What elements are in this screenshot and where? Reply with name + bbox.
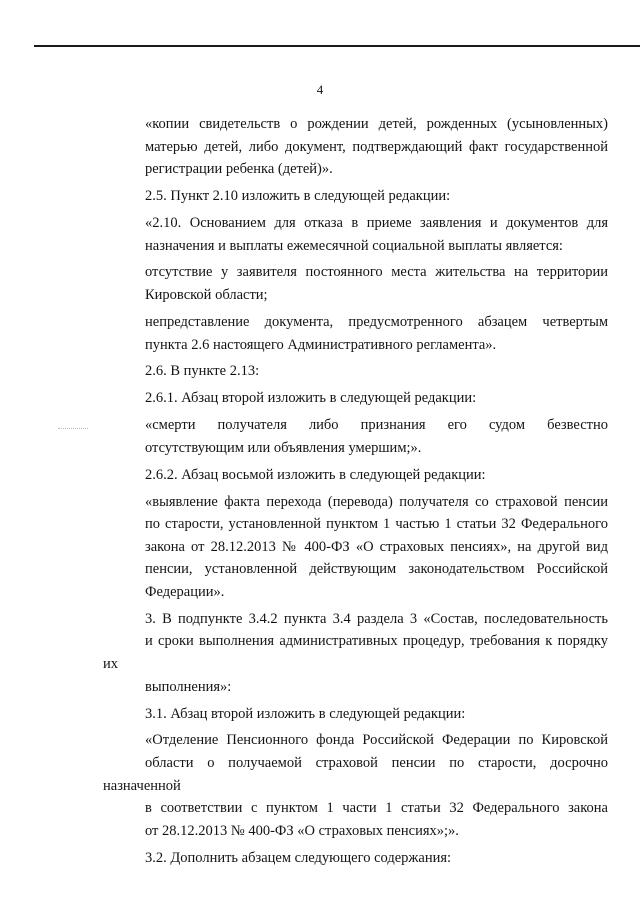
- page-number: 4: [316, 82, 324, 97]
- text-line: закона от 28.12.2013 № 400-ФЗ «О страховых пенсиях», на другой вид: [145, 538, 608, 555]
- para-nonsubmission: [103, 311, 608, 356]
- text-line: Федерации».: [145, 583, 225, 600]
- text-line: по старости, установленной пунктом 1 частью 1 статьи 32 Федерального: [145, 516, 608, 533]
- para-absence: [103, 261, 608, 306]
- text-line: 2.6.1. Абзац второй изложить в следующей редакции:: [145, 390, 477, 407]
- text-line: отсутствие у заявителя постоянного места жительства на территории: [145, 264, 608, 281]
- text-line: 3.1. Абзац второй изложить в следующей редакции:: [145, 705, 466, 722]
- document-body: [103, 113, 608, 874]
- text-line: Кировской области;: [145, 287, 268, 304]
- text-line: от 28.12.2013 № 400-ФЗ «О страховых пенсиях»;».: [145, 822, 459, 839]
- para-death-quote: [103, 414, 608, 459]
- text-line: «копии свидетельств о рождении детей, рожденных (усыновленных): [145, 116, 608, 132]
- para-transfer-quote: [103, 491, 608, 604]
- text-line: «смерти получателя либо признания его судом безвестно: [145, 417, 608, 434]
- para-2-6-2: [103, 464, 608, 487]
- text-line: в соответствии с пунктом 1 части 1 статьи 32 Федерального закона: [145, 800, 608, 817]
- para-pension-fund-quote: [103, 729, 608, 842]
- para-1: [103, 113, 608, 181]
- text-line: пункта 2.6 настоящего Административного регламента».: [145, 336, 497, 353]
- text-line: 2.6. В пункте 2.13:: [145, 363, 260, 380]
- text-line: «Отделение Пенсионного фонда Российской Федерации по Кировской: [145, 732, 608, 749]
- text-line: «2.10. Основанием для отказа в приеме заявления и документов для: [145, 214, 608, 231]
- text-line: области о получаемой страховой пенсии по старости, досрочно назначенной: [103, 755, 608, 794]
- text-line: непредставление документа, предусмотренного абзацем четвертым: [145, 313, 608, 330]
- para-2-6: [103, 360, 608, 383]
- text-line: выполнения»:: [145, 678, 232, 695]
- margin-scan-mark: [58, 428, 88, 430]
- text-line: отсутствующим или объявления умершим;».: [145, 439, 422, 456]
- text-line: 3.2. Дополнить абзацем следующего содержания:: [145, 849, 452, 866]
- para-2-6-1: [103, 387, 608, 410]
- text-line: и сроки выполнения административных процедур, требования к порядку их: [103, 633, 608, 673]
- text-line: регистрации ребенка (детей)».: [145, 161, 333, 178]
- para-3: [103, 608, 608, 698]
- text-line: «выявление факта перехода (перевода) получателя со страховой пенсии: [145, 493, 608, 510]
- text-line: 2.6.2. Абзац восьмой изложить в следующей редакции:: [145, 466, 486, 483]
- para-2-5: [103, 185, 608, 208]
- text-line: 2.5. Пункт 2.10 изложить в следующей редакции:: [145, 188, 451, 205]
- para-3-2: [103, 847, 608, 870]
- text-line: матерью детей, либо документ, подтверждающий факт государственной: [145, 138, 608, 155]
- para-3-1: [103, 703, 608, 726]
- para-2-10-quote: [103, 212, 608, 257]
- text-line: пенсии, установленной действующим законодательством Российской: [145, 561, 608, 578]
- text-line: назначения и выплаты ежемесячной социальной выплаты является:: [145, 237, 563, 254]
- text-line: 3. В подпункте 3.4.2 пункта 3.4 раздела 3 «Состав, последовательность: [145, 610, 608, 627]
- header-rule: [34, 45, 640, 47]
